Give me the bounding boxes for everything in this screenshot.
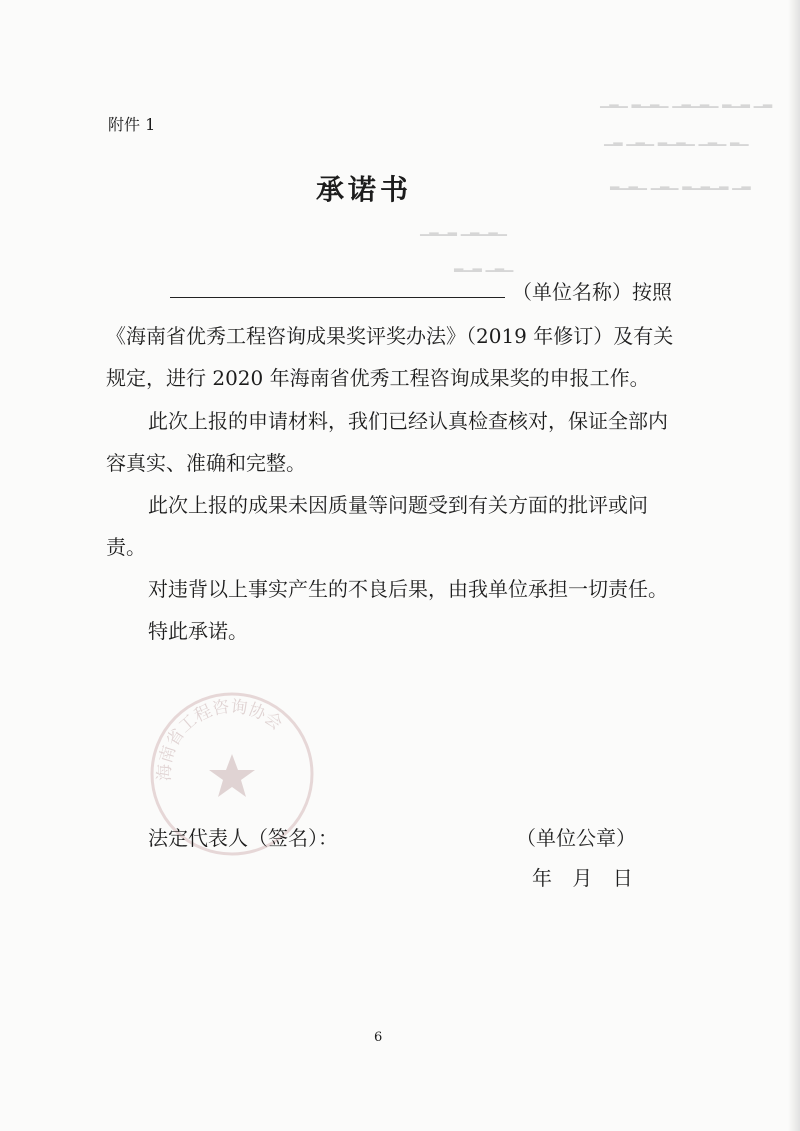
bleed-through-text: ▁▂▁ ▂▁▂▁ ▁▂▁▂▁ ▂▁▂ ▁▂ xyxy=(600,94,773,108)
bleed-through-text: ▂▁▂▁ ▁▂▁ ▂▁▂▁▂ ▁▂ xyxy=(610,176,751,190)
paragraph-line: 对违背以上事实产生的不良后果，由我单位承担一切责任。 xyxy=(148,577,668,601)
paragraph-line: 责。 xyxy=(106,535,146,559)
paragraph-line: 特此承诺。 xyxy=(148,619,248,643)
paragraph-line: 规定，进行 2020 年海南省优秀工程咨询成果奖的申报工作。 xyxy=(106,366,650,390)
bleed-through-text: ▂▁▂ ▁▂▁ xyxy=(454,258,514,272)
document-title: 承诺书 xyxy=(316,173,413,206)
seal-star-icon xyxy=(209,754,255,797)
paragraph-line: 《海南省优秀工程咨询成果奖评奖办法》（2019 年修订）及有关 xyxy=(106,324,674,348)
paragraph-line: 此次上报的申请材料，我们已经认真检查核对，保证全部内 xyxy=(148,409,668,433)
attachment-label: 附件 1 xyxy=(108,115,156,134)
legal-representative-label: 法定代表人（签名）： xyxy=(148,826,338,850)
page-number: 6 xyxy=(374,1030,383,1045)
unit-name-blank-line xyxy=(170,297,505,298)
date-label: 年 月 日 xyxy=(532,866,633,890)
page-edge-shadow xyxy=(788,0,800,1131)
unit-name-hint: （单位名称）按照 xyxy=(512,280,672,304)
paragraph-line: 此次上报的成果未因质量等问题受到有关方面的批评或问 xyxy=(148,493,648,517)
bleed-through-text: ▁▂▁▂ ▁▂▁▂▁ xyxy=(420,222,507,236)
seal-text: 海南省工程咨询协会 xyxy=(154,696,286,782)
unit-seal-label: （单位公章） xyxy=(516,826,636,850)
paragraph-line: 容真实、准确和完整。 xyxy=(106,451,306,475)
bleed-through-text: ▁▂ ▁▂▁ ▂▁▂▁ ▁▂▁ ▂▁ xyxy=(604,132,749,146)
